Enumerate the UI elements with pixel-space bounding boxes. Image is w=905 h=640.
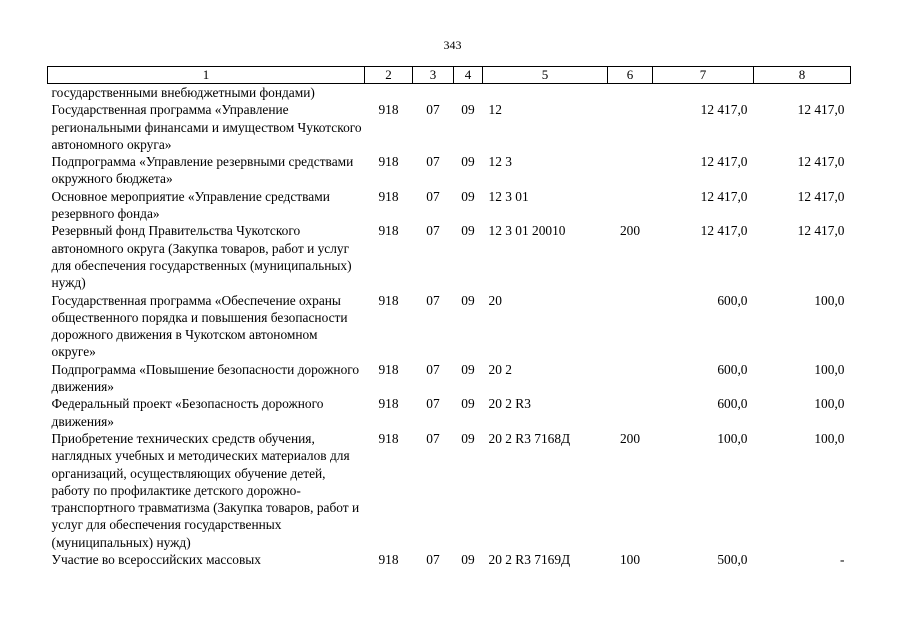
row-expense-type [608, 188, 653, 223]
row-sum-year-1: 100,0 [717, 430, 748, 446]
row-sum-year-1: 600,0 [717, 396, 748, 412]
row-name: Резервный фонд Правительства Чукотского автономного округа (Закупка товаров, работ и услуг для обеспечения государственных (муниципальных) нужд) [51, 223, 352, 291]
row-section: 07 [426, 396, 440, 412]
row-subsection: 09 [461, 102, 475, 118]
row-sum-year-1 [653, 84, 754, 102]
table-row [48, 430, 851, 551]
row-sum-year-1: 600,0 [717, 292, 748, 308]
table-row [48, 101, 851, 153]
row-sum-year-1: 12 417,0 [700, 188, 748, 204]
row-grbs: 918 [378, 361, 399, 377]
row-sum-year-1: 600,0 [717, 361, 748, 377]
row-name: Государственная программа «Управление региональными финансами и имуществом Чукотского автономного округа» [51, 102, 362, 152]
budget-table-container [47, 66, 850, 568]
row-grbs: 918 [378, 223, 399, 239]
row-grbs: 918 [378, 552, 399, 568]
row-expense-type [608, 292, 653, 361]
row-section [413, 84, 454, 102]
row-target-article: 20 [488, 292, 502, 308]
row-sum-year-1: 12 417,0 [700, 223, 748, 239]
row-name: Государственная программа «Обеспечение охраны общественного порядка и повышения безопасности дорожного движения в Чукотском автономном округе» [51, 292, 348, 360]
table-row [48, 84, 851, 102]
row-sum-year-2: - [840, 552, 845, 568]
table-row [48, 153, 851, 188]
row-expense-type [608, 101, 653, 153]
row-expense-type: 100 [619, 552, 641, 568]
row-section: 07 [426, 223, 440, 239]
row-name: Подпрограмма «Повышение безопасности дорожного движения» [51, 361, 360, 395]
budget-table [47, 66, 851, 568]
row-subsection [454, 84, 483, 102]
row-sum-year-2: 100,0 [814, 430, 845, 446]
table-row [48, 222, 851, 291]
row-sum-year-2: 12 417,0 [797, 188, 845, 204]
row-grbs: 918 [378, 292, 399, 308]
row-expense-type [608, 153, 653, 188]
header-cell-3: 3 [413, 67, 454, 84]
row-subsection: 09 [461, 188, 475, 204]
header-cell-7: 7 [653, 67, 754, 84]
row-sum-year-2: 12 417,0 [797, 102, 845, 118]
table-row [48, 361, 851, 396]
row-target-article: 12 3 01 [488, 188, 529, 204]
row-target-article: 20 2 [488, 361, 512, 377]
header-row [48, 67, 851, 84]
row-sum-year-2: 12 417,0 [797, 223, 845, 239]
row-name: Подпрограмма «Управление резервными средствами окружного бюджета» [51, 154, 354, 187]
row-name: государственными внебюджетными фондами) [51, 85, 315, 100]
row-section: 07 [426, 292, 440, 308]
row-expense-type [608, 84, 653, 102]
row-section: 07 [426, 430, 440, 446]
row-sum-year-2 [754, 84, 851, 102]
row-subsection: 09 [461, 223, 475, 239]
row-sum-year-2: 100,0 [814, 396, 845, 412]
table-row [48, 188, 851, 223]
row-name: Федеральный проект «Безопасность дорожного движения» [51, 396, 324, 429]
row-target-article: 20 2 R3 7168Д [488, 430, 571, 446]
row-target-article [483, 84, 608, 102]
row-subsection: 09 [461, 552, 475, 568]
row-target-article: 12 [488, 102, 502, 118]
row-expense-type: 200 [619, 223, 641, 239]
row-subsection: 09 [461, 396, 475, 412]
header-cell-4: 4 [454, 67, 483, 84]
row-expense-type [608, 395, 653, 430]
table-header [48, 67, 851, 84]
row-grbs: 918 [378, 154, 399, 170]
row-section: 07 [426, 552, 440, 568]
row-name: Основное мероприятие «Управление средствами резервного фонда» [51, 188, 330, 222]
header-cell-2: 2 [365, 67, 413, 84]
row-sum-year-1: 12 417,0 [700, 154, 748, 170]
row-subsection: 09 [461, 361, 475, 377]
row-section: 07 [426, 188, 440, 204]
row-sum-year-2: 100,0 [814, 292, 845, 308]
table-row [48, 551, 851, 568]
row-name: Приобретение технических средств обучения, наглядных учебных и методических материалов для организаций, осуществляющих обучение детей, работу по профилактике детского дорожно-транспортного травматизма (Закупка товаров, работ и услуг для обеспечения государственных (муниципальных) нужд) [51, 430, 360, 550]
row-name: Участие во всероссийских массовых [51, 552, 262, 568]
row-grbs: 918 [378, 102, 399, 118]
row-grbs [365, 84, 413, 102]
row-expense-type: 200 [619, 430, 641, 446]
row-subsection: 09 [461, 292, 475, 308]
row-target-article: 12 3 [488, 154, 512, 170]
row-sum-year-2: 12 417,0 [797, 154, 845, 170]
table-row [48, 292, 851, 361]
header-cell-6: 6 [608, 67, 653, 84]
row-expense-type [608, 361, 653, 396]
row-section: 07 [426, 154, 440, 170]
table-row [48, 395, 851, 430]
row-target-article: 20 2 R3 7169Д [488, 552, 571, 568]
header-cell-5: 5 [483, 67, 608, 84]
row-grbs: 918 [378, 430, 399, 446]
row-grbs: 918 [378, 396, 399, 412]
row-sum-year-1: 12 417,0 [700, 102, 748, 118]
row-target-article: 20 2 R3 [488, 396, 531, 412]
row-section: 07 [426, 102, 440, 118]
row-subsection: 09 [461, 154, 475, 170]
row-sum-year-2: 100,0 [814, 361, 845, 377]
table-body [48, 84, 851, 569]
row-section: 07 [426, 361, 440, 377]
page-number: 343 [443, 38, 462, 52]
row-subsection: 09 [461, 430, 475, 446]
header-cell-8: 8 [754, 67, 851, 84]
row-target-article: 12 3 01 20010 [488, 223, 566, 239]
header-cell-1: 1 [48, 67, 365, 84]
row-grbs: 918 [378, 188, 399, 204]
row-sum-year-1: 500,0 [717, 552, 748, 568]
